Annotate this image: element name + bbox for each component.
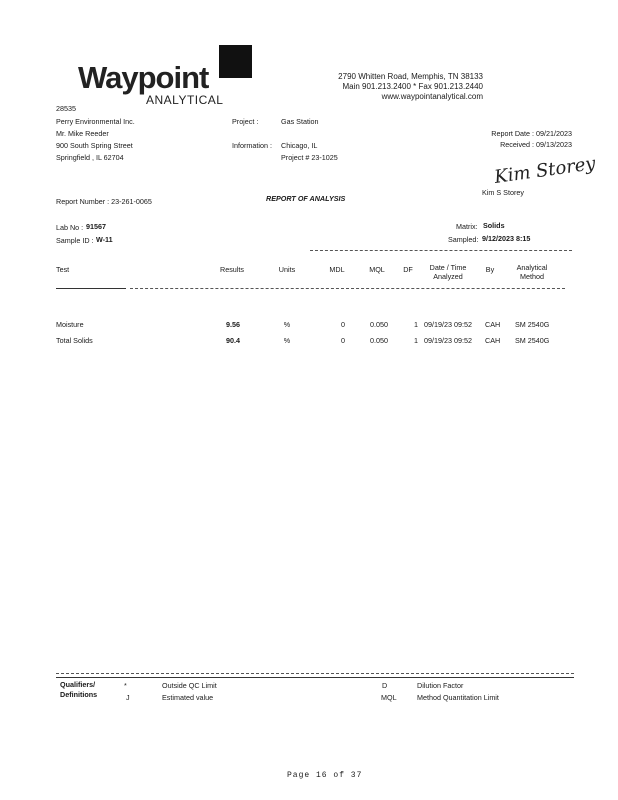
qualifier-text: Estimated value — [162, 693, 214, 702]
col-results: Results — [220, 265, 244, 274]
sampled-label: Sampled: — [448, 235, 479, 244]
qualifier-code: J — [126, 693, 130, 702]
project-number: Project # 23-1025 — [281, 153, 338, 162]
qualifiers-top-rule — [56, 673, 574, 674]
received-date: Received : 09/13/2023 — [500, 140, 572, 149]
client-contact: Mr. Mike Reeder — [56, 129, 109, 138]
col-test: Test — [56, 265, 70, 274]
col-mql: MQL — [369, 265, 385, 274]
col-date-time — [422, 263, 474, 281]
row-results: 9.56 — [226, 320, 240, 329]
matrix-value: Solids — [483, 221, 505, 230]
sample-id-value: W-11 — [96, 235, 113, 244]
col-method-line2: Method — [520, 272, 544, 281]
client-street: 900 South Spring Street — [56, 141, 133, 150]
lab-no-value: 91567 — [86, 222, 106, 231]
sample-id-label: Sample ID : — [56, 236, 94, 245]
col-by: By — [485, 265, 495, 274]
row-mql: 0.050 — [370, 336, 388, 345]
row-date: 09/19/23 09:52 — [424, 320, 472, 329]
col-df: DF — [403, 265, 413, 274]
client-city: Springfield , IL 62704 — [56, 153, 124, 162]
lab-no-label: Lab No : — [56, 223, 84, 232]
row-date: 09/19/23 09:52 — [424, 336, 472, 345]
lab-address-line1: 2790 Whitten Road, Memphis, TN 38133 — [338, 72, 483, 81]
row-units: % — [283, 320, 291, 329]
table-header-rule-left — [56, 288, 126, 289]
row-test: Moisture — [56, 320, 84, 329]
logo-subtitle: ANALYTICAL — [146, 93, 224, 107]
col-units: Units — [278, 265, 296, 274]
report-number: Report Number : 23-261-0065 — [56, 197, 152, 206]
row-test: Total Solids — [56, 336, 93, 345]
col-date-time-line2: Analyzed — [433, 272, 463, 281]
page-number: Page 16 of 37 — [287, 771, 363, 780]
project-value: Gas Station — [281, 117, 319, 126]
row-method: SM 2540G — [515, 320, 550, 329]
table-row — [0, 320, 618, 332]
information-label: Information : — [232, 141, 272, 150]
table-header-rule-right — [130, 288, 565, 289]
row-results: 90.4 — [226, 336, 240, 345]
qualifiers-title-line2: Definitions — [60, 690, 98, 699]
row-method: SM 2540G — [515, 336, 550, 345]
row-mql: 0.050 — [370, 320, 388, 329]
row-df: 1 — [414, 336, 418, 345]
row-by: CAH — [485, 320, 501, 329]
col-date-time-line1: Date / Time — [429, 263, 467, 272]
row-units: % — [283, 336, 291, 345]
qualifier-code: MQL — [381, 693, 397, 702]
client-company: Perry Environmental Inc. — [56, 117, 135, 126]
information-value: Chicago, IL — [281, 141, 318, 150]
client-code: 28535 — [56, 104, 76, 113]
col-method — [508, 263, 556, 281]
col-method-line1: Analytical — [516, 263, 548, 272]
sampled-value: 9/12/2023 8:15 — [482, 234, 531, 243]
qualifiers-rule — [56, 677, 574, 678]
report-date: Report Date : 09/21/2023 — [491, 129, 572, 138]
qualifiers-title-line1: Qualifiers/ — [60, 680, 96, 689]
table-row — [0, 336, 618, 348]
qualifier-text: Method Quantitation Limit — [417, 693, 499, 702]
row-by: CAH — [485, 336, 501, 345]
logo-square — [219, 45, 252, 78]
project-label: Project : — [232, 117, 259, 126]
row-mdl: 0 — [341, 336, 345, 345]
logo-wordmark: Waypoint — [78, 60, 209, 95]
col-mdl: MDL — [329, 265, 345, 274]
row-df: 1 — [414, 320, 418, 329]
report-title: REPORT OF ANALYSIS — [266, 194, 346, 203]
lab-address-line2: Main 901.213.2400 * Fax 901.213.2440 — [342, 82, 483, 91]
lab-address-line3: www.waypointanalytical.com — [381, 92, 483, 101]
qualifier-code: * — [124, 681, 127, 690]
row-mdl: 0 — [341, 320, 345, 329]
qualifier-text: Dilution Factor — [417, 681, 464, 690]
header-divider — [310, 250, 572, 251]
qualifier-text: Outside QC Limit — [162, 681, 217, 690]
signer-name: Kim S Storey — [482, 188, 524, 197]
qualifier-code: D — [382, 681, 388, 690]
matrix-label: Matrix: — [456, 222, 478, 231]
signature-image: Kim Storey — [493, 153, 597, 188]
